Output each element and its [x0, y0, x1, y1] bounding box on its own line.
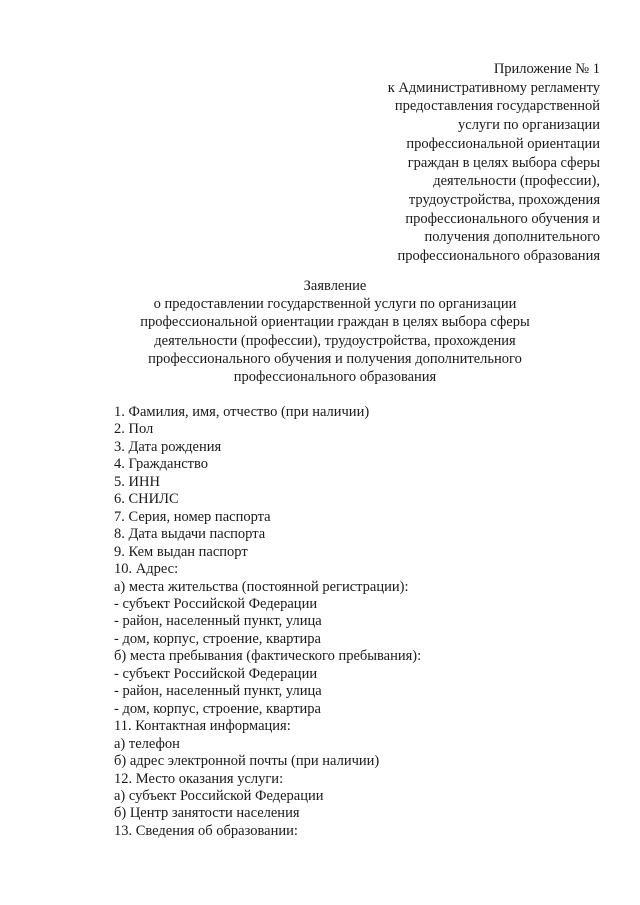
list-item: 10. Адрес: — [114, 561, 179, 578]
appendix-header — [300, 60, 600, 266]
statement-heading — [90, 277, 580, 386]
appendix-line: к Административному регламенту — [387, 79, 600, 96]
list-item: 4. Гражданство — [114, 456, 209, 473]
statement-subtitle-line: профессионального обучения и получения дополнительного — [148, 350, 522, 367]
appendix-line: профессионального образования — [397, 248, 600, 265]
list-item: 1. Фамилия, имя, отчество (при наличии) — [114, 404, 370, 420]
list-item: а) субъект Российской Федерации — [114, 787, 324, 804]
list-item: 5. ИНН — [114, 473, 160, 490]
list-item: - дом, корпус, строение, квартира — [114, 630, 321, 647]
list-item: 3. Дата рождения — [114, 438, 222, 455]
list-item: - район, населенный пункт, улица — [114, 683, 322, 700]
statement-subtitle-line: деятельности (профессии), трудоустройства, прохождения — [154, 332, 516, 349]
appendix-title: Приложение № 1 — [493, 61, 600, 77]
appendix-line: услуги по организации — [458, 117, 600, 134]
list-item: - дом, корпус, строение, квартира — [114, 700, 321, 717]
form-items-list — [114, 404, 594, 840]
appendix-line: получения дополнительного — [424, 229, 600, 246]
list-item: 2. Пол — [114, 421, 154, 438]
appendix-line: профессионального обучения и — [405, 210, 600, 227]
statement-subtitle-line: о предоставлении государственной услуги по организации — [153, 296, 517, 313]
list-item: а) телефон — [114, 735, 180, 752]
list-item: - субъект Российской Федерации — [114, 665, 318, 682]
list-item: 9. Кем выдан паспорт — [114, 543, 248, 560]
list-item: 12. Место оказания услуги: — [114, 770, 284, 787]
statement-subtitle-line: профессионального образования — [233, 369, 437, 386]
appendix-line: граждан в целях выбора сферы — [407, 154, 600, 171]
list-item: - субъект Российской Федерации — [114, 595, 318, 612]
list-item: 6. СНИЛС — [114, 491, 179, 508]
appendix-line: предоставления государственной — [394, 98, 600, 115]
list-item: 8. Дата выдачи паспорта — [114, 526, 266, 543]
list-item: б) Центр занятости населения — [114, 805, 300, 822]
list-item: 7. Серия, номер паспорта — [114, 508, 271, 525]
list-item: б) адрес электронной почты (при наличии) — [114, 753, 380, 770]
list-item: 11. Контактная информация: — [114, 718, 291, 735]
statement-subtitle-line: профессиональной ориентации граждан в целях выбора сферы — [140, 314, 530, 331]
list-item: а) места жительства (постоянной регистрации): — [114, 578, 409, 595]
appendix-line: деятельности (профессии), — [433, 173, 600, 190]
statement-title: Заявление — [303, 278, 367, 294]
list-item: 13. Сведения об образовании: — [114, 822, 298, 839]
appendix-line: профессиональной ориентации — [406, 135, 600, 152]
appendix-line: трудоустройства, прохождения — [408, 191, 600, 208]
list-item: б) места пребывания (фактического пребывания): — [114, 648, 422, 665]
list-item: - район, населенный пункт, улица — [114, 613, 322, 630]
